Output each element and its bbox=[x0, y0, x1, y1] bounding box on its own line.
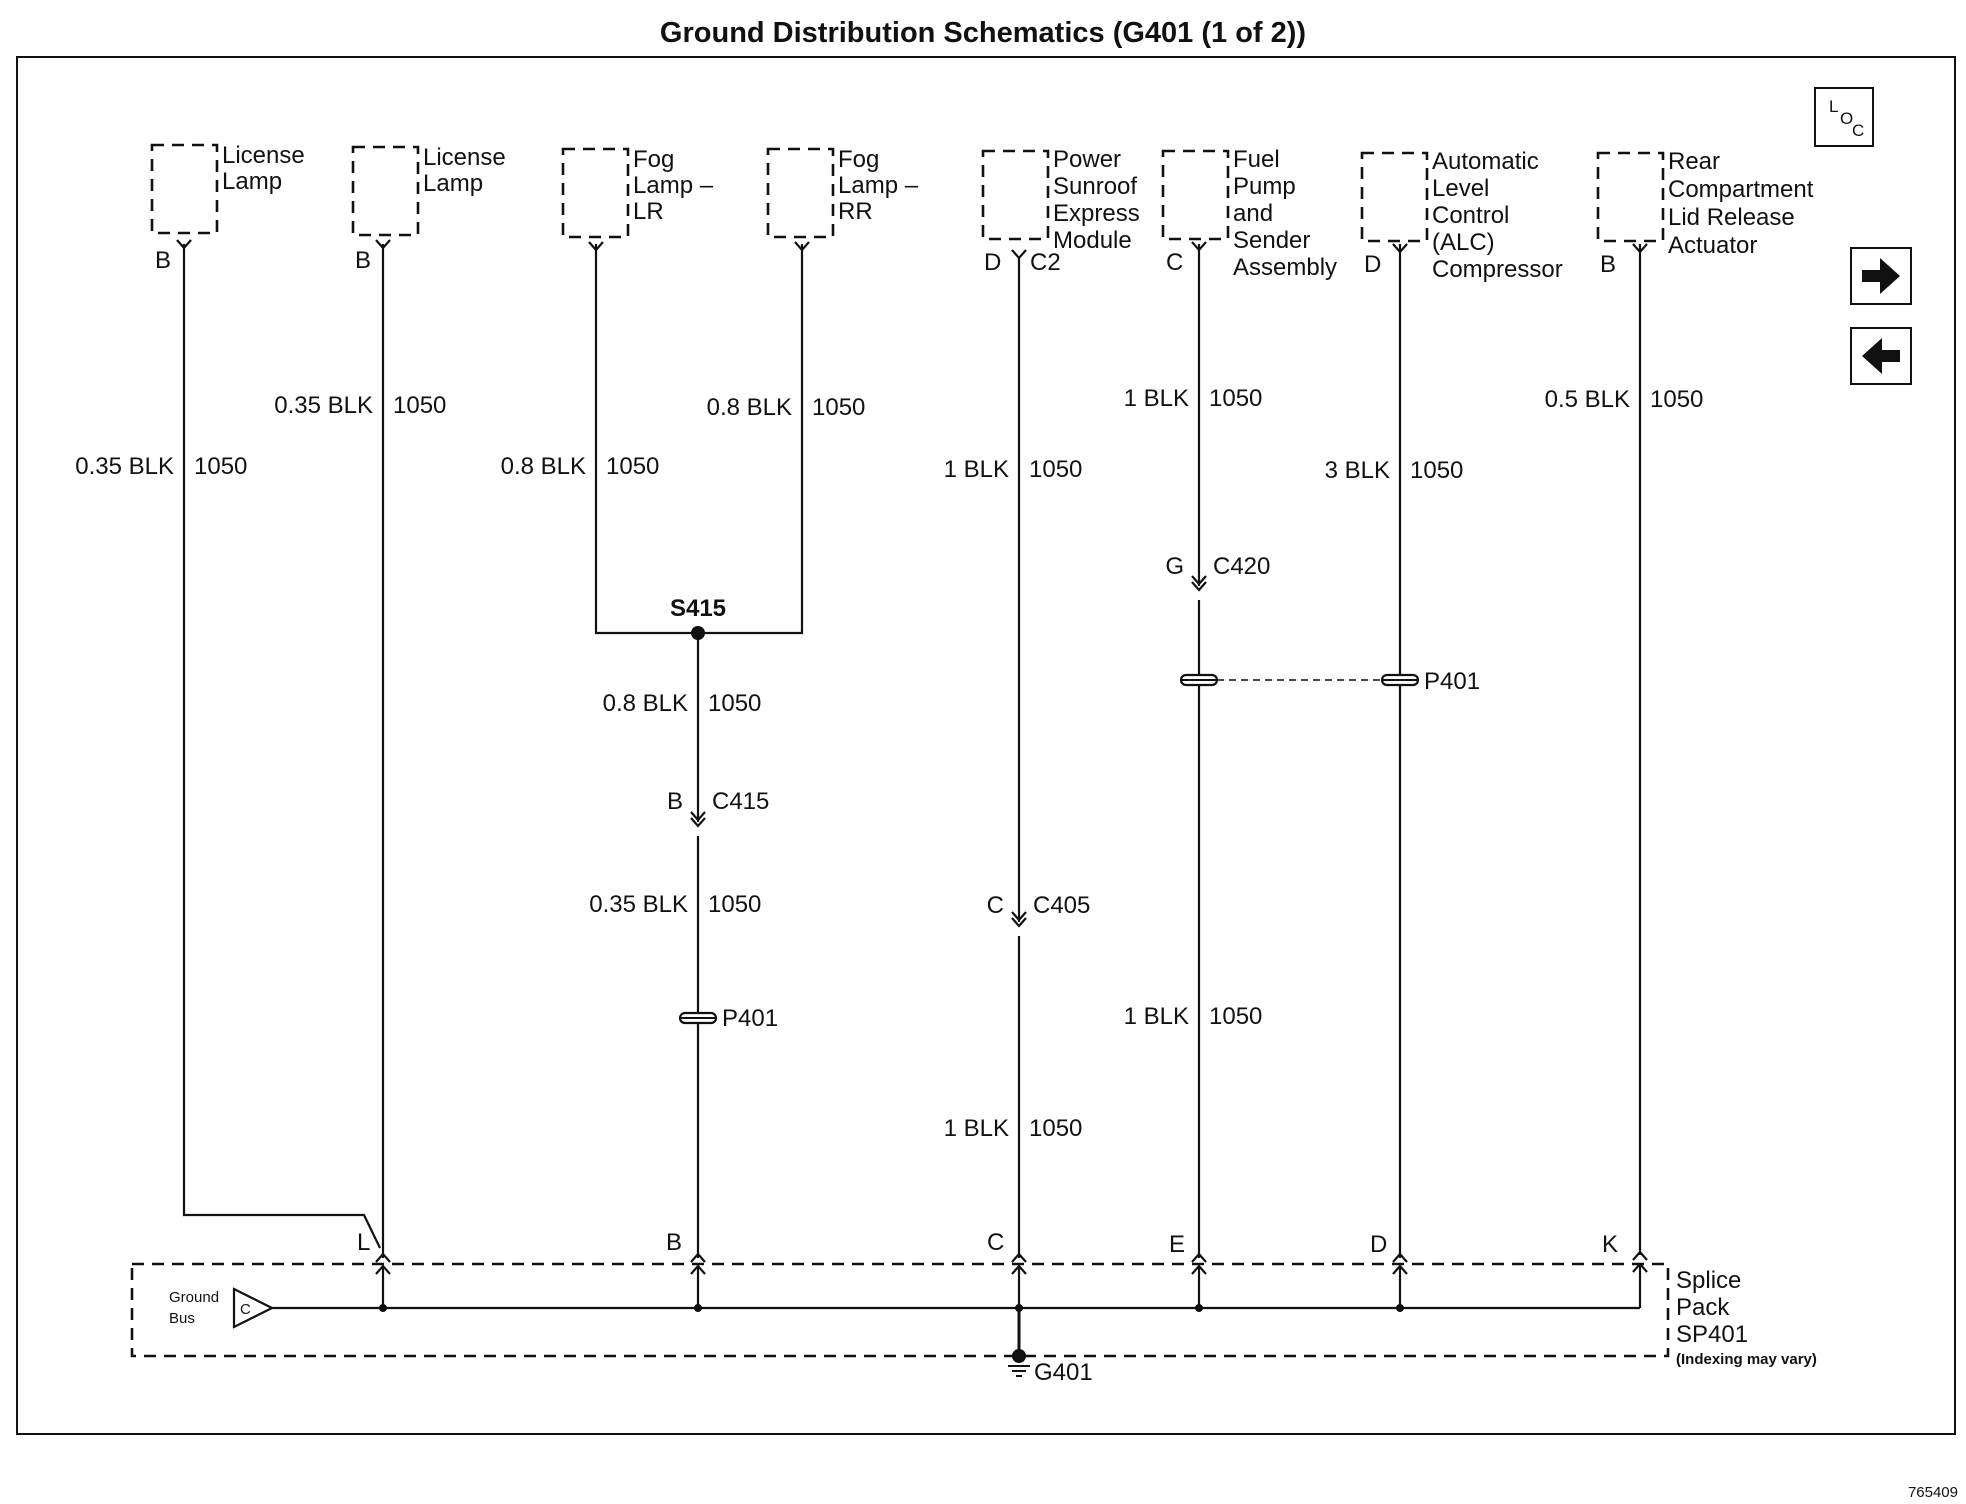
wire-labels bbox=[75, 385, 1703, 1142]
pass-through-p401-left bbox=[680, 1005, 778, 1032]
svg-text:RR: RR bbox=[838, 198, 873, 225]
ground-bus-label: Ground bbox=[169, 1289, 220, 1306]
page-title: Ground Distribution Schematics (G401 (1 of 2)) bbox=[659, 17, 1307, 49]
svg-text:0.5 BLK: 0.5 BLK bbox=[1544, 386, 1630, 413]
component-power-sunroof-express-module bbox=[983, 146, 1140, 276]
svg-text:Level: Level bbox=[1432, 175, 1490, 202]
component-fuel-pump-sender-assembly bbox=[1163, 146, 1337, 281]
splice-pack-pin-e: E bbox=[1169, 1231, 1186, 1258]
pin-label: D bbox=[1364, 251, 1382, 278]
inline-connector-c405 bbox=[987, 892, 1091, 926]
pin-label: B bbox=[1600, 251, 1617, 278]
pin-terminals bbox=[177, 240, 1647, 258]
right-arrow-icon[interactable] bbox=[1851, 248, 1911, 304]
ground-bus-label: Bus bbox=[169, 1310, 195, 1327]
ground-label: G401 bbox=[1034, 1359, 1093, 1386]
svg-text:1050: 1050 bbox=[1410, 457, 1464, 484]
svg-text:1 BLK: 1 BLK bbox=[943, 456, 1009, 483]
splice-pack-pin-l: L bbox=[357, 1229, 371, 1256]
svg-text:Actuator: Actuator bbox=[1668, 232, 1758, 259]
component-alc-compressor bbox=[1362, 148, 1563, 283]
svg-text:L: L bbox=[1829, 97, 1839, 116]
svg-text:1050: 1050 bbox=[1650, 386, 1704, 413]
svg-text:C: C bbox=[240, 1301, 251, 1318]
svg-text:0.8 BLK: 0.8 BLK bbox=[706, 394, 792, 421]
svg-text:Automatic: Automatic bbox=[1432, 148, 1539, 175]
svg-text:Lamp: Lamp bbox=[423, 170, 484, 197]
component-license-lamp-1 bbox=[152, 142, 305, 274]
svg-text:Splice: Splice bbox=[1676, 1267, 1742, 1294]
svg-text:1 BLK: 1 BLK bbox=[943, 1115, 1009, 1142]
document-number: 765409 bbox=[1907, 1484, 1958, 1501]
pin-label: B bbox=[355, 247, 372, 274]
svg-text:1050: 1050 bbox=[606, 453, 660, 480]
svg-text:Pack: Pack bbox=[1676, 1294, 1730, 1321]
svg-text:C: C bbox=[986, 892, 1004, 919]
inline-connector-c415 bbox=[667, 788, 769, 826]
svg-text:(Indexing may vary): (Indexing may vary) bbox=[1676, 1351, 1817, 1368]
component-rear-compartment-lid-release-actuator bbox=[1598, 148, 1814, 278]
splice-pack-pin-d: D bbox=[1370, 1231, 1388, 1258]
svg-text:O: O bbox=[1840, 109, 1854, 128]
svg-text:Pump: Pump bbox=[1233, 173, 1296, 200]
svg-text:C405: C405 bbox=[1033, 892, 1091, 919]
svg-text:Compressor: Compressor bbox=[1432, 256, 1563, 283]
svg-text:1050: 1050 bbox=[194, 453, 248, 480]
svg-text:License: License bbox=[423, 144, 506, 171]
svg-text:1050: 1050 bbox=[708, 690, 762, 717]
svg-text:1050: 1050 bbox=[393, 392, 447, 419]
svg-text:1050: 1050 bbox=[1029, 1115, 1083, 1142]
svg-text:1050: 1050 bbox=[1029, 456, 1083, 483]
svg-text:B: B bbox=[666, 788, 683, 815]
svg-text:Assembly: Assembly bbox=[1233, 254, 1338, 281]
svg-text:P401: P401 bbox=[1424, 668, 1481, 695]
svg-text:Lamp –: Lamp – bbox=[838, 172, 919, 199]
svg-text:C420: C420 bbox=[1213, 553, 1271, 580]
inline-connector-c420 bbox=[1165, 553, 1270, 590]
component-fog-lamp-lr bbox=[563, 146, 714, 237]
svg-text:0.8 BLK: 0.8 BLK bbox=[602, 690, 688, 717]
svg-text:Express: Express bbox=[1053, 200, 1140, 227]
svg-text:1 BLK: 1 BLK bbox=[1123, 385, 1189, 412]
svg-text:LR: LR bbox=[633, 198, 664, 225]
svg-text:(ALC): (ALC) bbox=[1432, 229, 1495, 256]
svg-text:SP401: SP401 bbox=[1676, 1321, 1749, 1348]
splice-pack-pin-c: C bbox=[987, 1229, 1005, 1256]
svg-text:Sender: Sender bbox=[1233, 227, 1311, 254]
location-icon[interactable] bbox=[1815, 88, 1873, 146]
splice-pack-sp401 bbox=[132, 1229, 1817, 1368]
pin-label: C bbox=[1166, 249, 1184, 276]
svg-text:1050: 1050 bbox=[1209, 385, 1263, 412]
svg-text:Fuel: Fuel bbox=[1233, 146, 1280, 173]
ground-g401 bbox=[1008, 1308, 1093, 1386]
pin-label: D bbox=[984, 249, 1002, 276]
svg-text:0.35 BLK: 0.35 BLK bbox=[589, 891, 688, 918]
component-fog-lamp-rr bbox=[768, 146, 919, 237]
left-arrow-icon[interactable] bbox=[1851, 328, 1911, 384]
svg-text:Control: Control bbox=[1432, 202, 1510, 229]
pass-through-p401-right bbox=[1181, 668, 1480, 695]
component-license-lamp-2 bbox=[353, 144, 506, 274]
svg-text:C: C bbox=[1852, 121, 1865, 140]
svg-text:3 BLK: 3 BLK bbox=[1324, 457, 1390, 484]
svg-text:0.35 BLK: 0.35 BLK bbox=[75, 453, 174, 480]
svg-text:Rear: Rear bbox=[1668, 148, 1721, 175]
pin-label: B bbox=[155, 247, 172, 274]
svg-text:1050: 1050 bbox=[812, 394, 866, 421]
svg-text:Lamp –: Lamp – bbox=[633, 172, 714, 199]
svg-text:0.35 BLK: 0.35 BLK bbox=[274, 392, 373, 419]
svg-text:C415: C415 bbox=[712, 788, 770, 815]
svg-text:1050: 1050 bbox=[708, 891, 762, 918]
svg-text:0.8 BLK: 0.8 BLK bbox=[500, 453, 586, 480]
svg-text:1050: 1050 bbox=[1209, 1003, 1263, 1030]
splice-pack-pin-k: K bbox=[1602, 1231, 1619, 1258]
svg-text:1 BLK: 1 BLK bbox=[1123, 1003, 1189, 1030]
svg-text:Power: Power bbox=[1053, 146, 1122, 173]
svg-text:Module: Module bbox=[1053, 227, 1132, 254]
splice-pack-pin-b: B bbox=[666, 1229, 683, 1256]
ground-bus-icon bbox=[234, 1289, 272, 1327]
svg-text:and: and bbox=[1233, 200, 1274, 227]
svg-text:Lamp: Lamp bbox=[222, 168, 283, 195]
connector-label: C2 bbox=[1030, 249, 1061, 276]
svg-text:Fog: Fog bbox=[838, 146, 880, 173]
svg-text:License: License bbox=[222, 142, 305, 169]
svg-text:G: G bbox=[1165, 553, 1184, 580]
svg-text:S415: S415 bbox=[669, 595, 727, 622]
svg-text:P401: P401 bbox=[722, 1005, 779, 1032]
svg-text:Fog: Fog bbox=[633, 146, 675, 173]
svg-text:Compartment: Compartment bbox=[1668, 176, 1814, 203]
svg-text:Lid Release: Lid Release bbox=[1668, 204, 1795, 231]
svg-text:Sunroof: Sunroof bbox=[1053, 173, 1138, 200]
